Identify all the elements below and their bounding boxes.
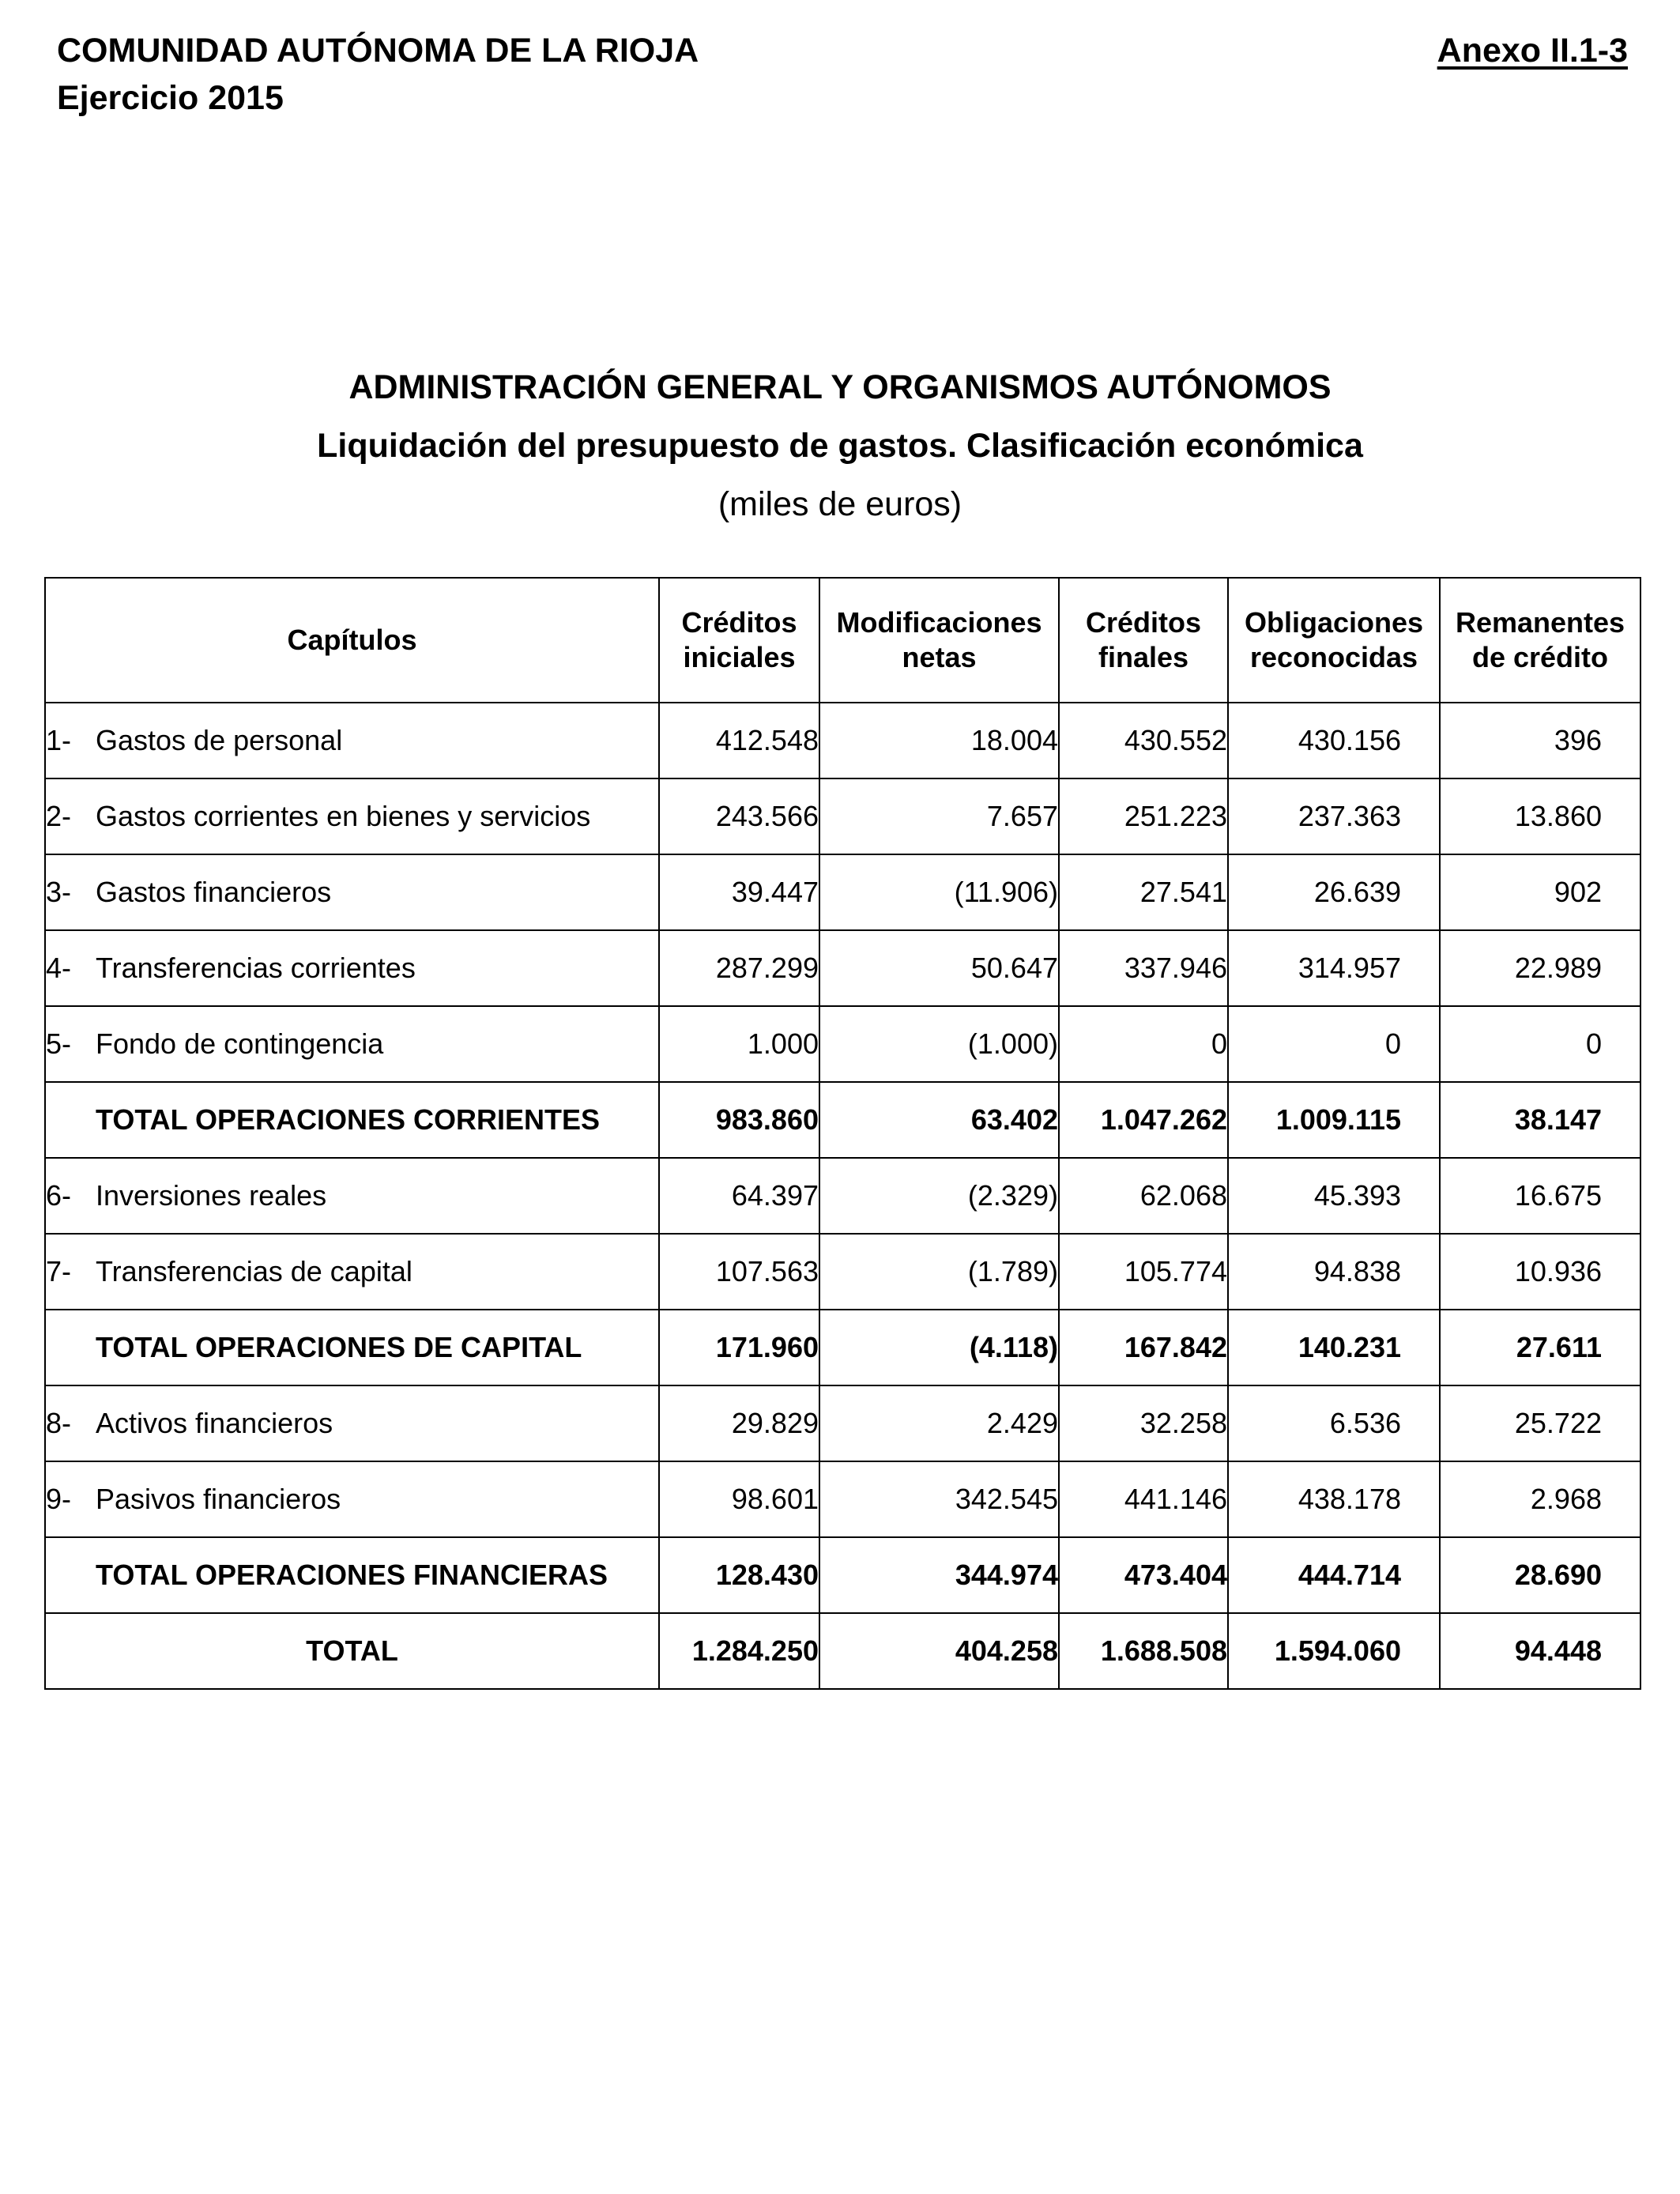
cell-modificaciones-netas: 2.429 <box>819 1385 1059 1461</box>
subtotal-row <box>45 1082 1640 1158</box>
cell-remanentes-de-credito: 25.722 <box>1440 1385 1640 1461</box>
cell-modificaciones-netas: (2.329) <box>819 1158 1059 1234</box>
cell-creditos-finales: 251.223 <box>1059 778 1228 854</box>
cell-remanentes-de-credito: 38.147 <box>1440 1082 1640 1158</box>
cell-obligaciones-reconocidas: 45.393 <box>1228 1158 1440 1234</box>
cell-creditos-finales: 105.774 <box>1059 1234 1228 1310</box>
cell-creditos-iniciales: 983.860 <box>659 1082 819 1158</box>
cell-remanentes-de-credito: 2.968 <box>1440 1461 1640 1537</box>
cell-obligaciones-reconocidas: 430.156 <box>1228 703 1440 778</box>
annex-reference: Anexo II.1-3 <box>1437 32 1628 70</box>
cell-creditos-iniciales: 39.447 <box>659 854 819 930</box>
cell-creditos-finales: 0 <box>1059 1006 1228 1082</box>
fiscal-year: Ejercicio 2015 <box>57 79 284 117</box>
header-creditos-finales: Créditos finales <box>1059 578 1228 703</box>
cell-creditos-iniciales: 107.563 <box>659 1234 819 1310</box>
header-remanentes-de-credito: Remanentes de crédito <box>1440 578 1640 703</box>
row-label: 3- Gastos financieros <box>45 854 659 930</box>
cell-creditos-iniciales: 98.601 <box>659 1461 819 1537</box>
cell-obligaciones-reconocidas: 314.957 <box>1228 930 1440 1006</box>
cell-creditos-finales: 1.047.262 <box>1059 1082 1228 1158</box>
cell-modificaciones-netas: 63.402 <box>819 1082 1059 1158</box>
row-label: 9- Pasivos financieros <box>45 1461 659 1537</box>
table-row <box>45 1158 1640 1234</box>
subtotal-row <box>45 1537 1640 1613</box>
cell-remanentes-de-credito: 16.675 <box>1440 1158 1640 1234</box>
table-row <box>45 930 1640 1006</box>
cell-obligaciones-reconocidas: 140.231 <box>1228 1310 1440 1385</box>
cell-creditos-finales: 441.146 <box>1059 1461 1228 1537</box>
row-label: TOTAL OPERACIONES CORRIENTES <box>45 1082 659 1158</box>
cell-creditos-iniciales: 128.430 <box>659 1537 819 1613</box>
table-row <box>45 778 1640 854</box>
cell-modificaciones-netas: 50.647 <box>819 930 1059 1006</box>
cell-modificaciones-netas: (11.906) <box>819 854 1059 930</box>
cell-creditos-iniciales: 1.284.250 <box>659 1613 819 1689</box>
cell-remanentes-de-credito: 94.448 <box>1440 1613 1640 1689</box>
row-label: TOTAL OPERACIONES DE CAPITAL <box>45 1310 659 1385</box>
cell-creditos-finales: 167.842 <box>1059 1310 1228 1385</box>
table-row <box>45 703 1640 778</box>
cell-obligaciones-reconocidas: 6.536 <box>1228 1385 1440 1461</box>
header-modificaciones-netas: Modificaciones netas <box>819 578 1059 703</box>
table-row <box>45 1234 1640 1310</box>
cell-obligaciones-reconocidas: 1.594.060 <box>1228 1613 1440 1689</box>
cell-modificaciones-netas: 404.258 <box>819 1613 1059 1689</box>
cell-modificaciones-netas: 344.974 <box>819 1537 1059 1613</box>
units-note: (miles de euros) <box>718 485 962 523</box>
cell-creditos-iniciales: 1.000 <box>659 1006 819 1082</box>
cell-modificaciones-netas: (1.000) <box>819 1006 1059 1082</box>
cell-creditos-iniciales: 64.397 <box>659 1158 819 1234</box>
region-title: COMUNIDAD AUTÓNOMA DE LA RIOJA <box>57 32 699 70</box>
title-block <box>0 359 1680 533</box>
grand-total-row <box>45 1613 1640 1689</box>
cell-modificaciones-netas: (1.789) <box>819 1234 1059 1310</box>
row-label: 6- Inversiones reales <box>45 1158 659 1234</box>
cell-remanentes-de-credito: 0 <box>1440 1006 1640 1082</box>
cell-obligaciones-reconocidas: 438.178 <box>1228 1461 1440 1537</box>
row-label: 5- Fondo de contingencia <box>45 1006 659 1082</box>
cell-creditos-finales: 473.404 <box>1059 1537 1228 1613</box>
cell-remanentes-de-credito: 22.989 <box>1440 930 1640 1006</box>
cell-creditos-iniciales: 243.566 <box>659 778 819 854</box>
cell-modificaciones-netas: 18.004 <box>819 703 1059 778</box>
cell-modificaciones-netas: 7.657 <box>819 778 1059 854</box>
table-row <box>45 1385 1640 1461</box>
cell-modificaciones-netas: (4.118) <box>819 1310 1059 1385</box>
row-label: 1- Gastos de personal <box>45 703 659 778</box>
cell-creditos-iniciales: 171.960 <box>659 1310 819 1385</box>
cell-creditos-finales: 32.258 <box>1059 1385 1228 1461</box>
cell-modificaciones-netas: 342.545 <box>819 1461 1059 1537</box>
cell-obligaciones-reconocidas: 1.009.115 <box>1228 1082 1440 1158</box>
row-label: 8- Activos financieros <box>45 1385 659 1461</box>
cell-remanentes-de-credito: 902 <box>1440 854 1640 930</box>
table-row <box>45 1461 1640 1537</box>
table-row <box>45 1006 1640 1082</box>
header-capitulos: Capítulos <box>45 578 659 703</box>
row-label: TOTAL <box>45 1613 659 1689</box>
cell-creditos-iniciales: 287.299 <box>659 930 819 1006</box>
cell-creditos-iniciales: 29.829 <box>659 1385 819 1461</box>
header-creditos-iniciales: Créditos iniciales <box>659 578 819 703</box>
cell-obligaciones-reconocidas: 0 <box>1228 1006 1440 1082</box>
row-label: TOTAL OPERACIONES FINANCIERAS <box>45 1537 659 1613</box>
subtotal-row <box>45 1310 1640 1385</box>
cell-remanentes-de-credito: 396 <box>1440 703 1640 778</box>
cell-creditos-finales: 27.541 <box>1059 854 1228 930</box>
table-header-row <box>45 578 1640 703</box>
cell-creditos-finales: 62.068 <box>1059 1158 1228 1234</box>
cell-remanentes-de-credito: 27.611 <box>1440 1310 1640 1385</box>
cell-creditos-finales: 430.552 <box>1059 703 1228 778</box>
cell-remanentes-de-credito: 28.690 <box>1440 1537 1640 1613</box>
cell-obligaciones-reconocidas: 26.639 <box>1228 854 1440 930</box>
row-label: 7- Transferencias de capital <box>45 1234 659 1310</box>
row-label: 4- Transferencias corrientes <box>45 930 659 1006</box>
cell-creditos-finales: 337.946 <box>1059 930 1228 1006</box>
table-row <box>45 854 1640 930</box>
cell-obligaciones-reconocidas: 94.838 <box>1228 1234 1440 1310</box>
cell-remanentes-de-credito: 13.860 <box>1440 778 1640 854</box>
cell-creditos-iniciales: 412.548 <box>659 703 819 778</box>
cell-obligaciones-reconocidas: 444.714 <box>1228 1537 1440 1613</box>
document-header <box>57 27 699 122</box>
subtitle: Liquidación del presupuesto de gastos. Clasificación económica <box>317 427 1363 465</box>
cell-creditos-finales: 1.688.508 <box>1059 1613 1228 1689</box>
cell-obligaciones-reconocidas: 237.363 <box>1228 778 1440 854</box>
cell-remanentes-de-credito: 10.936 <box>1440 1234 1640 1310</box>
budget-table <box>44 577 1641 1690</box>
row-label: 2- Gastos corrientes en bienes y servicios <box>45 778 659 854</box>
main-title: ADMINISTRACIÓN GENERAL Y ORGANISMOS AUTÓNOMOS <box>348 368 1332 406</box>
header-obligaciones-reconocidas: Obligaciones reconocidas <box>1228 578 1440 703</box>
